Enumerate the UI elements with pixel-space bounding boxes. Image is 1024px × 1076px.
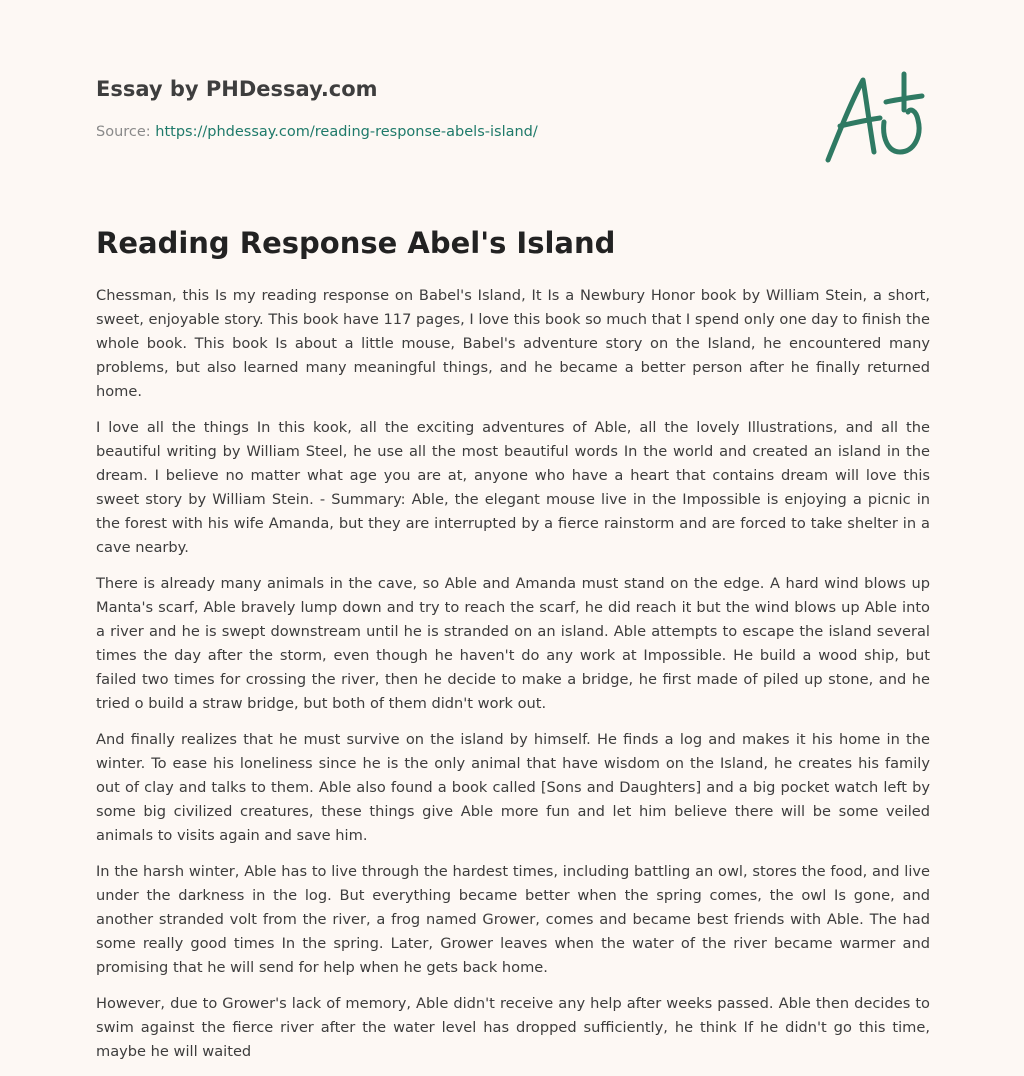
site-brand: Essay by PHDessay.com — [96, 77, 378, 101]
source-line — [96, 124, 538, 140]
paragraph: And finally realizes that he must survive on the island by himself. He finds a log and makes it his home in the winter. To ease his loneliness since he is the only animal that have wisdom on the Island, he creates his family out of clay and talks to them. Able also found a book called [Sons and Daughters] and a big pocket watch left by some big civilized creatures, these things give Able more fun and let him believe there will be some veiled animals to visits again and save him. — [96, 731, 930, 844]
source-label: Source: — [96, 124, 151, 140]
paragraph: There is already many animals in the cave, so Able and Amanda must stand on the edge. A hard wind blows up Manta's scarf, Able bravely lump down and try to reach the scarf, he did reach it but the wind blows up Able into a river and he is swept downstream until he is stranded on an island. Able attempts to escape the island several times the day after the storm, even though he haven't do any work at Impossible. He build a wood ship, but failed two times for crossing the river, then he decide to make a bridge, he first made of piled up stone, and he tried o build a straw bridge, but both of them didn't work out. — [96, 575, 930, 712]
article-title: Reading Response Abel's Island — [96, 226, 616, 260]
paragraph: Chessman, this Is my reading response on Babel's Island, It Is a Newbury Honor book by William Stein, a short, sweet, enjoyable story. This book have 117 pages, I love this book so much that I spend only one day to finish the whole book. This book Is about a little mouse, Babel's adventure story on the Island, he encountered many problems, but also learned many meaningful things, and he became a better person after he finally returned home. — [96, 287, 930, 400]
paragraph: In the harsh winter, Able has to live through the hardest times, including battling an owl, stores the food, and live under the darkness in the log. But everything became better when the spring comes, the owl Is gone, and another stranded volt from the river, a frog named Grower, comes and became best friends with Able. The had some really good times In the spring. Later, Grower leaves when the water of the river became warmer and promising that he will send for help when he gets back home. — [96, 863, 930, 976]
paragraph: I love all the things In this kook, all the exciting adventures of Able, all the lovely Illustrations, and all the beautiful writing by William Steel, he use all the most beautiful words In the world and created an island in the dream. I believe no matter what age you are at, anyone who have a heart that contains dream will love this sweet story by William Stein. - Summary: Able, the elegant mouse live in the Impossible is enjoying a picnic in the forest with his wife Amanda, but they are interrupted by a fierce rainstorm and are forced to take shelter in a cave nearby. — [96, 419, 930, 556]
paragraph: However, due to Grower's lack of memory, Able didn't receive any help after weeks passed. Able then decides to swim against the fierce river after the water level has dropped sufficiently, he think If he didn't go this time, maybe he will waited — [96, 995, 930, 1060]
source-link[interactable]: https://phdessay.com/reading-response-abels-island/ — [155, 124, 538, 140]
a-plus-logo-icon — [818, 68, 930, 166]
article-body — [96, 284, 930, 1076]
